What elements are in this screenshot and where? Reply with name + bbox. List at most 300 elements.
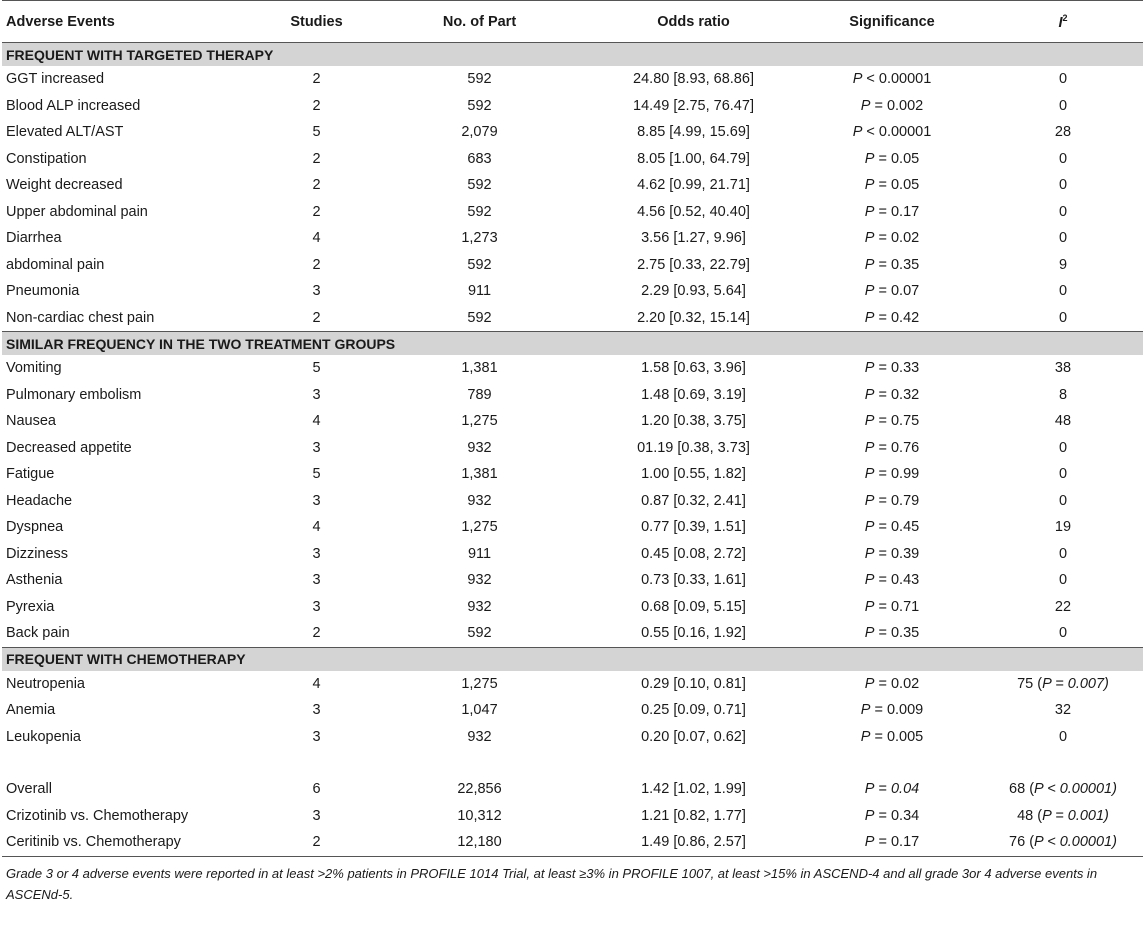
participants-cell: 592 bbox=[467, 309, 492, 326]
participants-cell: 932 bbox=[467, 572, 492, 589]
i2-value: 0 bbox=[1058, 728, 1068, 745]
significance-p-letter: P bbox=[864, 625, 875, 642]
i2-value: 0 bbox=[1058, 625, 1068, 642]
odds-ratio-cell: 2.20 [0.32, 15.14] bbox=[637, 309, 750, 326]
significance-operator: = bbox=[874, 492, 891, 509]
i2-cell bbox=[983, 620, 1143, 647]
significance-p-letter: P bbox=[860, 702, 871, 719]
odds-ratio-cell: 3.56 [1.27, 9.96] bbox=[641, 230, 746, 247]
adverse-event-cell: Neutropenia bbox=[6, 675, 85, 692]
table-row bbox=[2, 724, 1143, 751]
adverse-event-cell: Dyspnea bbox=[6, 519, 64, 536]
significance-cell bbox=[801, 461, 983, 488]
participants-cell: 12,180 bbox=[373, 829, 586, 856]
participants-cell: 592 bbox=[467, 203, 492, 220]
significance-value: 0.39 bbox=[890, 545, 920, 562]
significance-value: 0.42 bbox=[890, 309, 920, 326]
adverse-event-cell: Decreased appetite bbox=[6, 439, 132, 456]
participants-cell: 592 bbox=[467, 177, 492, 194]
i2-value: 0 bbox=[1058, 97, 1068, 114]
adverse-event-cell: Constipation bbox=[6, 150, 87, 167]
significance-p-letter: P bbox=[864, 492, 875, 509]
odds-ratio-cell: 0.45 [0.08, 2.72] bbox=[641, 545, 746, 562]
participants-cell: 911 bbox=[467, 283, 492, 300]
section-title: FREQUENT WITH TARGETED THERAPY bbox=[2, 43, 1143, 67]
participants-cell: 932 bbox=[467, 492, 492, 509]
participants-cell: 592 bbox=[467, 97, 492, 114]
participants-cell: 10,312 bbox=[457, 807, 502, 824]
i2-value: 0 bbox=[1058, 230, 1068, 247]
significance-p-letter: P bbox=[864, 807, 875, 824]
significance-cell bbox=[801, 724, 983, 751]
i2-value: 0 bbox=[1058, 572, 1068, 589]
significance-value: 0.04 bbox=[890, 781, 920, 798]
odds-ratio-cell: 1.48 [0.69, 3.19] bbox=[641, 386, 746, 403]
i2-cell bbox=[983, 803, 1143, 830]
table-body bbox=[2, 43, 1143, 857]
studies-cell: 3 bbox=[312, 702, 321, 719]
significance-cell bbox=[801, 488, 983, 515]
significance-operator: = bbox=[874, 781, 891, 798]
table-footnote: Grade 3 or 4 adverse events were reported in at least >2% patients in PROFILE 1014 Trial, at least ≥3% in PROFILE 1007, at least >15% in ASCEND-4 and all grade 3or 4 adverse events in ASCENd-5. bbox=[6, 865, 1098, 902]
i2-superscript: 2 bbox=[1062, 12, 1068, 23]
table-row bbox=[2, 594, 1143, 621]
odds-ratio-cell: 0.73 [0.33, 1.61] bbox=[641, 572, 746, 589]
significance-value: 0.05 bbox=[890, 177, 920, 194]
table-row bbox=[2, 461, 1143, 488]
adverse-event-cell: Diarrhea bbox=[6, 230, 62, 247]
studies-cell: 3 bbox=[312, 728, 321, 745]
i2-value: 0 bbox=[1058, 309, 1068, 326]
significance-value: 0.005 bbox=[886, 728, 924, 745]
significance-cell bbox=[801, 305, 983, 332]
i2-value: 0 bbox=[1058, 177, 1068, 194]
adverse-event-cell: Ceritinib vs. Chemotherapy bbox=[2, 829, 260, 856]
col-header-adverse-events: Adverse Events bbox=[2, 1, 260, 43]
significance-operator: = bbox=[874, 834, 891, 851]
section-header-row bbox=[2, 332, 1143, 356]
significance-p-letter: P bbox=[864, 545, 875, 562]
adverse-event-cell: Nausea bbox=[6, 413, 56, 430]
table-row bbox=[2, 225, 1143, 252]
odds-ratio-cell: 0.29 [0.10, 0.81] bbox=[641, 675, 746, 692]
significance-p-letter: P bbox=[864, 519, 875, 536]
i2-cell bbox=[983, 172, 1143, 199]
i2-value: 75 ( bbox=[1017, 675, 1043, 692]
table-row bbox=[2, 252, 1143, 279]
significance-value: 0.76 bbox=[890, 439, 920, 456]
col-header-i2 bbox=[983, 1, 1143, 43]
i2-value: 32 bbox=[1054, 702, 1072, 719]
participants-cell: 683 bbox=[467, 150, 492, 167]
table-row bbox=[2, 93, 1143, 120]
participants-cell: 789 bbox=[467, 386, 492, 403]
significance-value: 0.32 bbox=[890, 386, 920, 403]
i2-value: 0 bbox=[1058, 71, 1068, 88]
odds-ratio-cell: 1.42 [1.02, 1.99] bbox=[641, 781, 746, 798]
table-row bbox=[2, 199, 1143, 226]
studies-cell: 2 bbox=[312, 71, 321, 88]
table-row bbox=[2, 355, 1143, 382]
table-row bbox=[2, 620, 1143, 647]
significance-value: 0.17 bbox=[890, 834, 920, 851]
significance-value: 0.07 bbox=[890, 283, 920, 300]
i2-value: 48 ( bbox=[1017, 807, 1043, 824]
significance-value: 0.02 bbox=[890, 675, 920, 692]
i2-cell bbox=[983, 776, 1143, 803]
significance-p-letter: P bbox=[864, 360, 875, 377]
i2-cell bbox=[983, 119, 1143, 146]
i2-heterogeneity-p: P < 0.00001) bbox=[1034, 781, 1117, 798]
significance-operator: = bbox=[874, 675, 891, 692]
i2-heterogeneity-p: P = 0.001) bbox=[1042, 807, 1109, 824]
significance-cell bbox=[801, 567, 983, 594]
i2-cell bbox=[983, 541, 1143, 568]
significance-operator: = bbox=[874, 625, 891, 642]
significance-cell bbox=[801, 172, 983, 199]
participants-cell: 1,275 bbox=[461, 519, 498, 536]
odds-ratio-cell: 0.55 [0.16, 1.92] bbox=[641, 625, 746, 642]
significance-p-letter: P bbox=[852, 124, 863, 141]
odds-ratio-cell: 4.56 [0.52, 40.40] bbox=[637, 203, 750, 220]
significance-value: 0.17 bbox=[890, 203, 920, 220]
adverse-event-cell: Anemia bbox=[6, 702, 56, 719]
studies-cell: 3 bbox=[312, 283, 321, 300]
table-row bbox=[2, 305, 1143, 332]
significance-value: 0.05 bbox=[890, 150, 920, 167]
i2-value: 28 bbox=[1054, 124, 1072, 141]
adverse-event-cell: abdominal pain bbox=[6, 256, 105, 273]
significance-p-letter: P bbox=[864, 675, 875, 692]
odds-ratio-cell: 01.19 [0.38, 3.73] bbox=[637, 439, 750, 456]
header-row bbox=[2, 1, 1143, 43]
odds-ratio-cell: 8.05 [1.00, 64.79] bbox=[637, 150, 750, 167]
participants-cell: 22,856 bbox=[457, 781, 502, 798]
significance-value: 0.009 bbox=[886, 702, 924, 719]
studies-cell: 3 bbox=[312, 386, 321, 403]
odds-ratio-cell: 0.68 [0.09, 5.15] bbox=[641, 598, 746, 615]
i2-cell bbox=[983, 278, 1143, 305]
significance-operator: = bbox=[874, 439, 891, 456]
i2-cell bbox=[983, 408, 1143, 435]
studies-cell: 3 bbox=[312, 439, 321, 456]
significance-operator: = bbox=[874, 256, 891, 273]
odds-ratio-cell: 1.21 [0.82, 1.77] bbox=[641, 807, 746, 824]
significance-cell bbox=[801, 671, 983, 698]
adverse-events-table-container bbox=[2, 0, 1143, 905]
adverse-event-cell: Vomiting bbox=[6, 360, 62, 377]
studies-cell: 5 bbox=[312, 466, 321, 483]
adverse-event-cell: Leukopenia bbox=[6, 728, 81, 745]
significance-operator: = bbox=[874, 519, 891, 536]
table-row bbox=[2, 172, 1143, 199]
adverse-event-cell: Dizziness bbox=[6, 545, 69, 562]
i2-cell bbox=[983, 435, 1143, 462]
table-row bbox=[2, 408, 1143, 435]
i2-cell bbox=[983, 671, 1143, 698]
table-row bbox=[2, 803, 1143, 830]
significance-value: 0.45 bbox=[890, 519, 920, 536]
significance-cell bbox=[801, 225, 983, 252]
adverse-event-cell: Elevated ALT/AST bbox=[6, 124, 124, 141]
studies-cell: 4 bbox=[312, 675, 321, 692]
col-header-odds-ratio: Odds ratio bbox=[586, 1, 801, 43]
adverse-event-cell: Pyrexia bbox=[6, 598, 55, 615]
col-header-studies: Studies bbox=[260, 1, 373, 43]
adverse-event-cell: Crizotinib vs. Chemotherapy bbox=[6, 807, 189, 824]
i2-cell bbox=[983, 697, 1143, 724]
significance-operator: = bbox=[874, 413, 891, 430]
studies-cell: 2 bbox=[312, 150, 321, 167]
significance-cell bbox=[801, 355, 983, 382]
significance-operator: = bbox=[874, 177, 891, 194]
significance-operator: = bbox=[874, 230, 891, 247]
odds-ratio-cell: 24.80 [8.93, 68.86] bbox=[633, 71, 754, 88]
significance-cell bbox=[801, 541, 983, 568]
i2-letter: I bbox=[1058, 14, 1063, 31]
significance-p-letter: P bbox=[864, 466, 875, 483]
significance-cell bbox=[801, 66, 983, 93]
i2-cell bbox=[983, 461, 1143, 488]
studies-cell: 5 bbox=[312, 360, 321, 377]
adverse-events-table bbox=[2, 0, 1143, 857]
table-row bbox=[2, 146, 1143, 173]
studies-cell: 2 bbox=[312, 203, 321, 220]
significance-cell bbox=[801, 697, 983, 724]
section-header-row bbox=[2, 43, 1143, 67]
participants-cell: 1,381 bbox=[461, 466, 498, 483]
significance-operator: = bbox=[874, 309, 891, 326]
col-header-participants: No. of Part bbox=[373, 1, 586, 43]
table-row bbox=[2, 278, 1143, 305]
studies-cell: 3 bbox=[312, 545, 321, 562]
significance-p-letter: P bbox=[860, 97, 871, 114]
studies-cell: 2 bbox=[312, 256, 321, 273]
significance-operator: = bbox=[874, 283, 891, 300]
significance-operator: < bbox=[862, 71, 879, 88]
participants-cell: 592 bbox=[467, 256, 492, 273]
significance-cell bbox=[801, 408, 983, 435]
col-header-significance: Significance bbox=[801, 1, 983, 43]
participants-cell: 1,273 bbox=[461, 230, 498, 247]
table-row bbox=[2, 541, 1143, 568]
adverse-event-cell: Blood ALP increased bbox=[6, 97, 141, 114]
adverse-event-cell: Pneumonia bbox=[6, 283, 80, 300]
significance-p-letter: P bbox=[864, 598, 875, 615]
significance-operator: = bbox=[874, 150, 891, 167]
i2-value: 48 bbox=[1054, 413, 1072, 430]
significance-operator: < bbox=[862, 124, 879, 141]
participants-cell: 911 bbox=[467, 545, 492, 562]
i2-value: 19 bbox=[1054, 519, 1072, 536]
i2-value: 9 bbox=[1058, 256, 1068, 273]
participants-cell: 2,079 bbox=[461, 124, 498, 141]
adverse-event-cell: Pulmonary embolism bbox=[6, 386, 142, 403]
i2-value: 22 bbox=[1054, 598, 1072, 615]
significance-p-letter: P bbox=[864, 256, 875, 273]
studies-cell: 6 bbox=[312, 781, 321, 798]
participants-cell: 932 bbox=[467, 728, 492, 745]
table-row bbox=[2, 776, 1143, 803]
i2-value: 0 bbox=[1058, 466, 1068, 483]
significance-p-letter: P bbox=[864, 309, 875, 326]
studies-cell: 2 bbox=[312, 625, 321, 642]
i2-heterogeneity-p: P < 0.00001) bbox=[1034, 834, 1117, 851]
table-row bbox=[2, 119, 1143, 146]
significance-cell bbox=[801, 199, 983, 226]
significance-value: 0.02 bbox=[890, 230, 920, 247]
odds-ratio-cell: 2.75 [0.33, 22.79] bbox=[637, 256, 750, 273]
odds-ratio-cell: 0.87 [0.32, 2.41] bbox=[641, 492, 746, 509]
participants-cell: 1,275 bbox=[461, 413, 498, 430]
i2-cell bbox=[983, 252, 1143, 279]
participants-cell: 592 bbox=[467, 71, 492, 88]
adverse-event-cell: Upper abdominal pain bbox=[6, 203, 148, 220]
significance-cell bbox=[801, 803, 983, 830]
i2-heterogeneity-p: P = 0.007) bbox=[1042, 675, 1109, 692]
significance-operator: = bbox=[870, 97, 887, 114]
i2-cell bbox=[983, 594, 1143, 621]
participants-cell: 932 bbox=[467, 439, 492, 456]
studies-cell: 2 bbox=[260, 829, 373, 856]
significance-cell bbox=[801, 119, 983, 146]
i2-cell bbox=[983, 305, 1143, 332]
odds-ratio-cell: 2.29 [0.93, 5.64] bbox=[641, 283, 746, 300]
significance-cell bbox=[801, 435, 983, 462]
table-row bbox=[2, 435, 1143, 462]
odds-ratio-cell: 0.77 [0.39, 1.51] bbox=[641, 519, 746, 536]
i2-cell bbox=[983, 225, 1143, 252]
odds-ratio-cell: 4.62 [0.99, 21.71] bbox=[637, 177, 750, 194]
i2-value: 0 bbox=[1058, 150, 1068, 167]
i2-cell bbox=[983, 567, 1143, 594]
significance-value: 0.35 bbox=[890, 625, 920, 642]
odds-ratio-cell: 1.49 [0.86, 2.57] bbox=[586, 829, 801, 856]
significance-value: 0.00001 bbox=[878, 124, 932, 141]
significance-value: 0.71 bbox=[890, 598, 920, 615]
significance-cell bbox=[801, 93, 983, 120]
i2-cell bbox=[983, 829, 1143, 856]
table-row bbox=[2, 567, 1143, 594]
studies-cell: 3 bbox=[312, 807, 321, 824]
i2-value: 68 ( bbox=[1009, 781, 1035, 798]
i2-value: 0 bbox=[1058, 492, 1068, 509]
significance-cell bbox=[801, 594, 983, 621]
odds-ratio-cell: 1.20 [0.38, 3.75] bbox=[641, 413, 746, 430]
significance-p-letter: P bbox=[864, 177, 875, 194]
studies-cell: 3 bbox=[312, 492, 321, 509]
significance-value: 0.35 bbox=[890, 256, 920, 273]
significance-operator: = bbox=[874, 807, 891, 824]
i2-value: 76 ( bbox=[1009, 834, 1035, 851]
adverse-event-cell: Fatigue bbox=[6, 466, 55, 483]
i2-value: 38 bbox=[1054, 360, 1072, 377]
i2-value: 8 bbox=[1058, 386, 1068, 403]
odds-ratio-cell: 1.00 [0.55, 1.82] bbox=[641, 466, 746, 483]
significance-p-letter: P bbox=[864, 439, 875, 456]
odds-ratio-cell: 0.20 [0.07, 0.62] bbox=[641, 728, 746, 745]
adverse-event-cell: Asthenia bbox=[6, 572, 63, 589]
significance-p-letter: P bbox=[864, 386, 875, 403]
i2-value: 0 bbox=[1058, 439, 1068, 456]
significance-p-letter: P bbox=[864, 203, 875, 220]
adverse-event-cell: Headache bbox=[6, 492, 73, 509]
significance-operator: = bbox=[874, 360, 891, 377]
studies-cell: 5 bbox=[312, 124, 321, 141]
section-header-row bbox=[2, 647, 1143, 671]
section-title: FREQUENT WITH CHEMOTHERAPY bbox=[2, 647, 1143, 671]
significance-cell bbox=[801, 382, 983, 409]
significance-operator: = bbox=[874, 466, 891, 483]
significance-p-letter: P bbox=[864, 230, 875, 247]
significance-operator: = bbox=[870, 702, 887, 719]
i2-cell bbox=[983, 488, 1143, 515]
table-row bbox=[2, 671, 1143, 698]
odds-ratio-cell: 14.49 [2.75, 76.47] bbox=[633, 97, 754, 114]
table-row bbox=[2, 829, 1143, 856]
odds-ratio-cell: 1.58 [0.63, 3.96] bbox=[641, 360, 746, 377]
participants-cell: 1,275 bbox=[461, 675, 498, 692]
adverse-event-cell: GGT increased bbox=[6, 71, 105, 88]
significance-operator: = bbox=[874, 598, 891, 615]
participants-cell: 1,047 bbox=[461, 702, 498, 719]
i2-cell bbox=[983, 146, 1143, 173]
significance-operator: = bbox=[874, 572, 891, 589]
i2-cell bbox=[983, 382, 1143, 409]
significance-value: 0.34 bbox=[890, 807, 920, 824]
significance-p-letter: P bbox=[864, 413, 875, 430]
studies-cell: 4 bbox=[312, 413, 321, 430]
significance-p-letter: P bbox=[864, 150, 875, 167]
significance-cell bbox=[801, 252, 983, 279]
studies-cell: 3 bbox=[312, 572, 321, 589]
significance-value: 0.00001 bbox=[878, 71, 932, 88]
significance-value: 0.75 bbox=[890, 413, 920, 430]
i2-cell bbox=[983, 199, 1143, 226]
significance-operator: = bbox=[874, 545, 891, 562]
adverse-event-cell: Overall bbox=[6, 781, 52, 798]
significance-operator: = bbox=[870, 728, 887, 745]
i2-cell bbox=[983, 93, 1143, 120]
odds-ratio-cell: 0.25 [0.09, 0.71] bbox=[641, 702, 746, 719]
odds-ratio-cell: 8.85 [4.99, 15.69] bbox=[637, 124, 750, 141]
i2-cell bbox=[983, 514, 1143, 541]
significance-p-letter: P bbox=[864, 834, 875, 851]
studies-cell: 2 bbox=[312, 97, 321, 114]
participants-cell: 1,381 bbox=[461, 360, 498, 377]
i2-value: 0 bbox=[1058, 545, 1068, 562]
i2-cell bbox=[983, 355, 1143, 382]
significance-cell bbox=[801, 514, 983, 541]
i2-value: 0 bbox=[1058, 203, 1068, 220]
participants-cell: 592 bbox=[467, 625, 492, 642]
significance-p-letter: P bbox=[860, 728, 871, 745]
table-row bbox=[2, 697, 1143, 724]
significance-cell bbox=[801, 776, 983, 803]
adverse-event-cell: Weight decreased bbox=[6, 177, 123, 194]
significance-value: 0.33 bbox=[890, 360, 920, 377]
studies-cell: 2 bbox=[312, 177, 321, 194]
significance-p-letter: P bbox=[864, 572, 875, 589]
significance-cell bbox=[801, 829, 983, 856]
significance-p-letter: P bbox=[852, 71, 863, 88]
table-row bbox=[2, 382, 1143, 409]
i2-value: 0 bbox=[1058, 283, 1068, 300]
significance-cell bbox=[801, 278, 983, 305]
significance-operator: = bbox=[874, 203, 891, 220]
spacer-row bbox=[2, 750, 1143, 776]
participants-cell: 932 bbox=[467, 598, 492, 615]
